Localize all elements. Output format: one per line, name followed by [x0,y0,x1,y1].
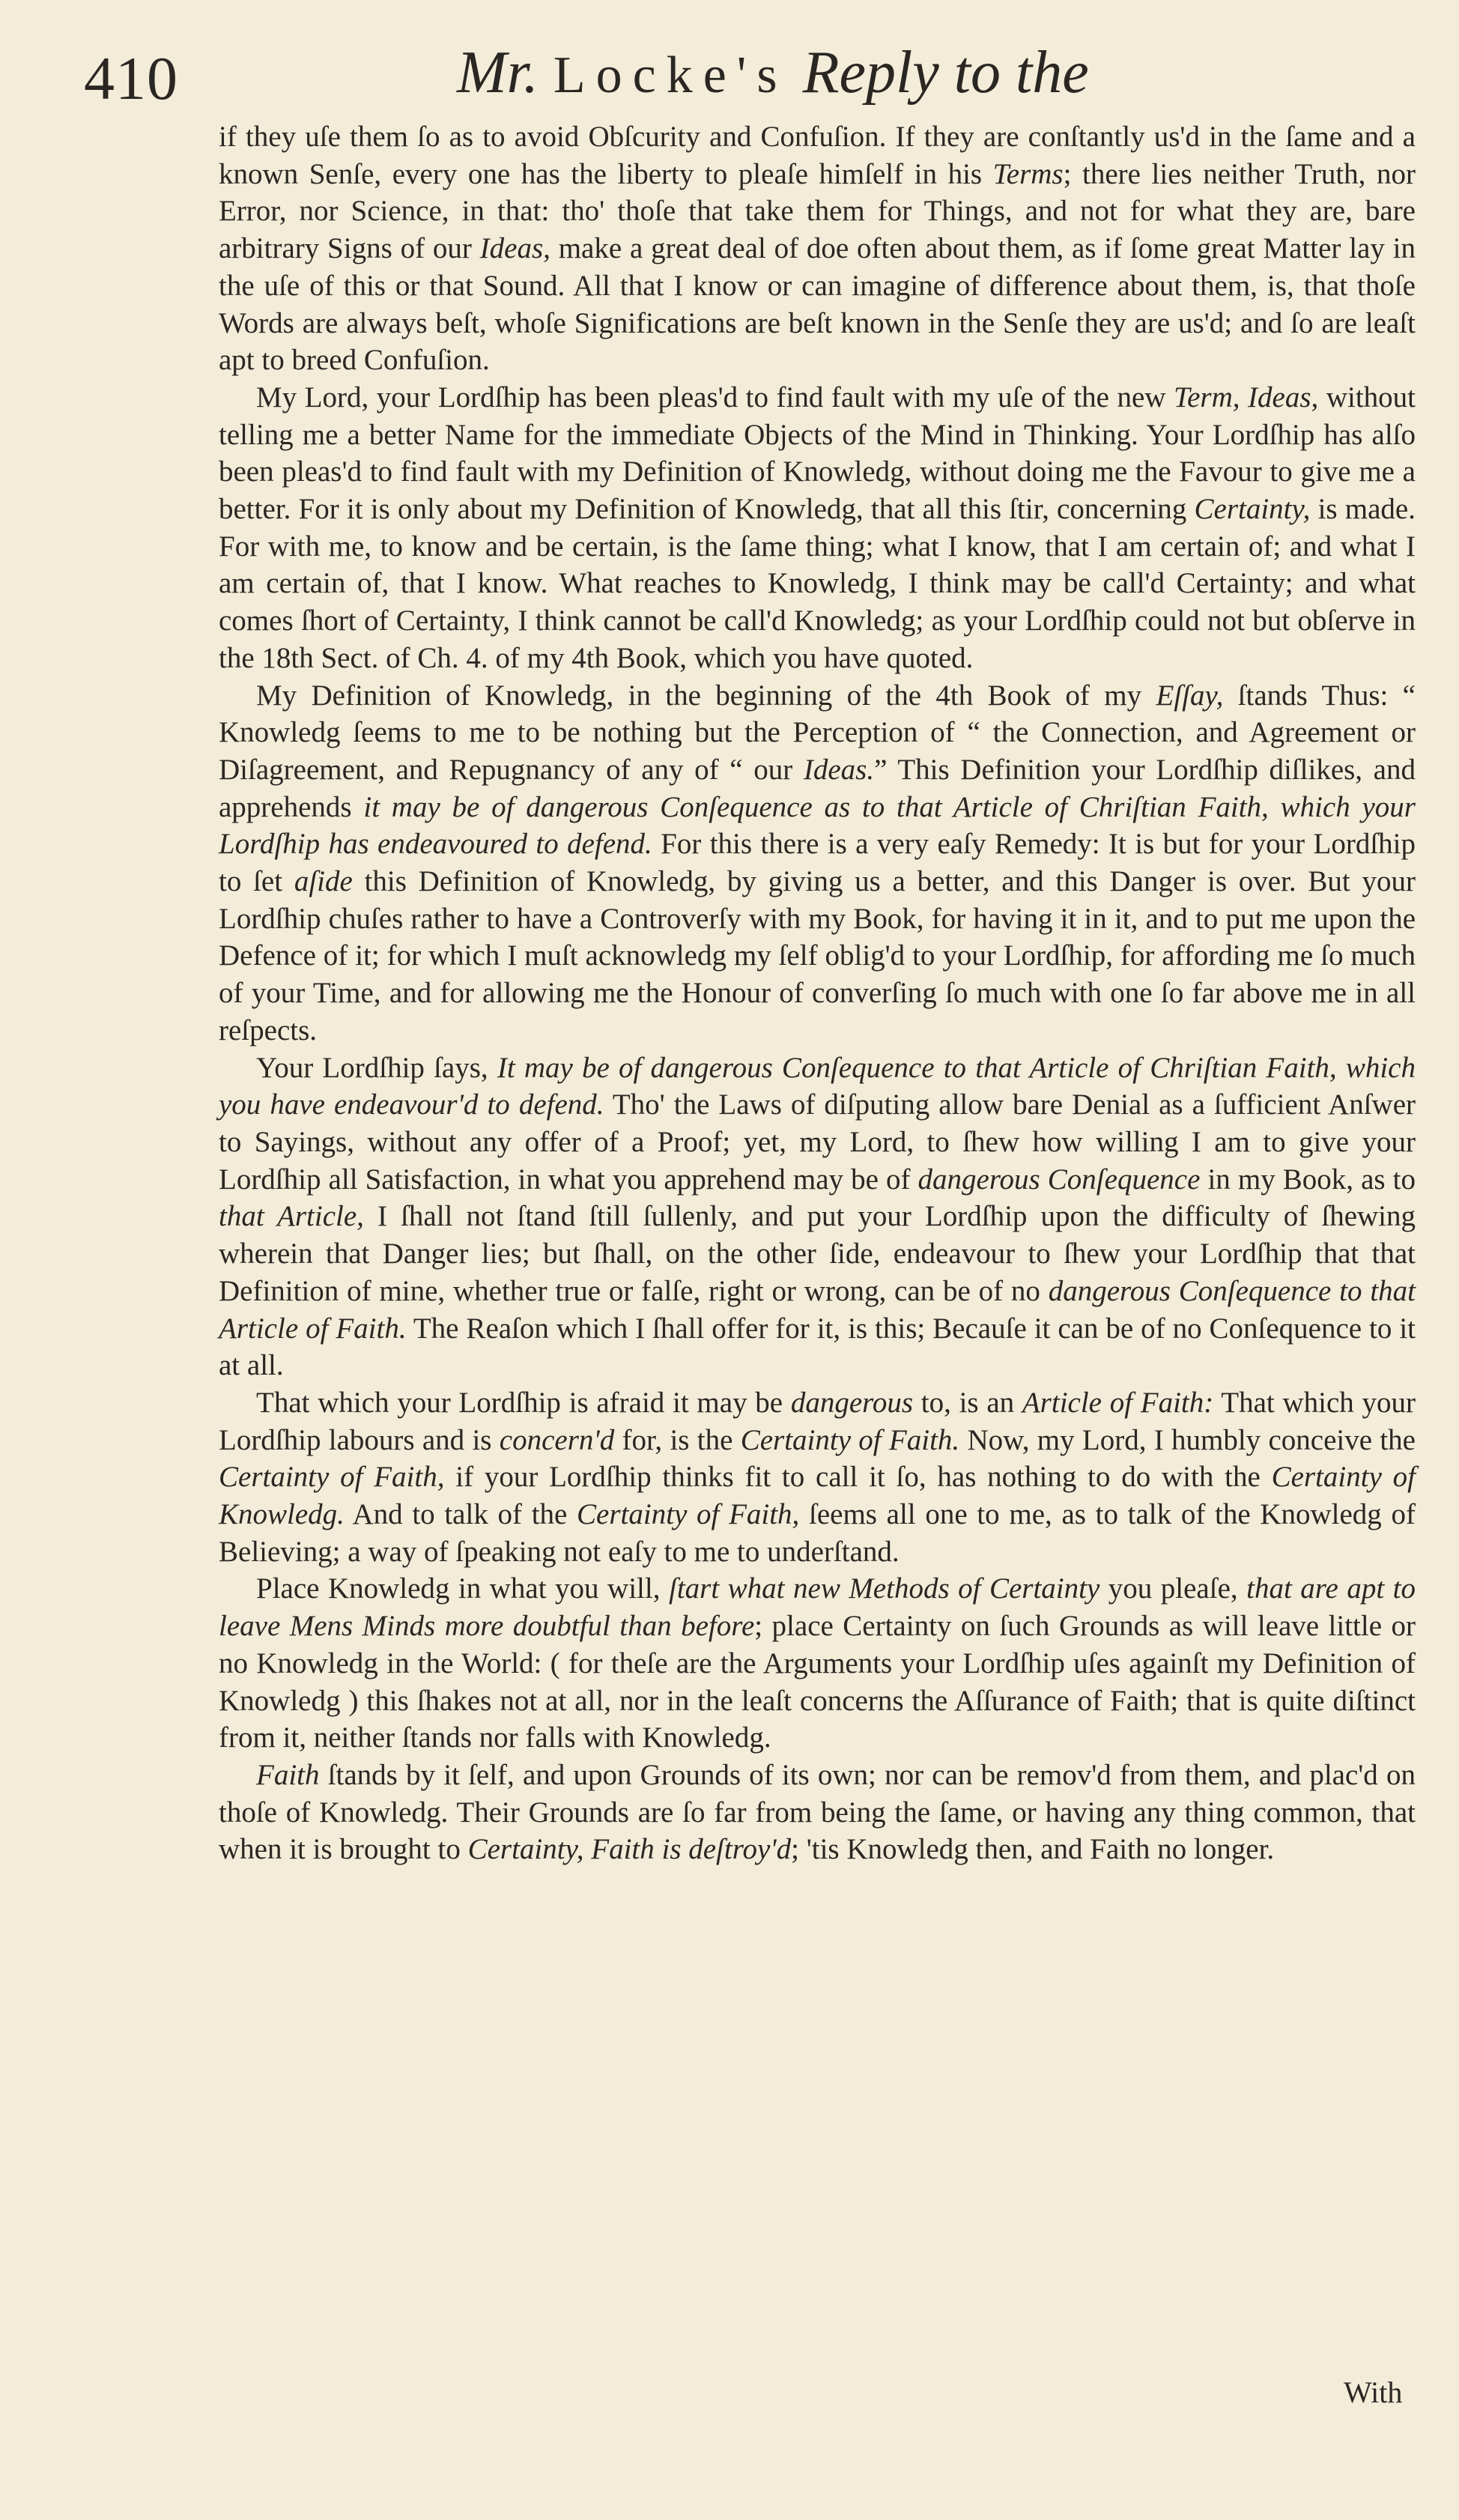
text-run: is made. For with me, to know and be certain, is the ſame thing; what I know, that I am certain of; and what I am certain of, that I know. What reaches to Knowledg, I think may be call'd Certainty; and what comes ſhort of Certainty, I think cannot be call'd Knowledg; as your Lordſhip could not but obſerve in the 18th Sect. of Ch. 4. of my 4th Book, which you have quoted. [219,493,1416,674]
italic-text: Terms [992,157,1064,190]
paragraph [219,1570,1416,1757]
text-run: That which your Lordſhip is afraid it may be [256,1386,791,1419]
text-run: Tho' the Laws of diſputing allow bare Denial as a ſufficient Anſwer to Sayings, without any offer of a Proof; yet, my Lord, to ſhew how willing I am to give your Lordſhip all Satisfaction, in what you apprehend may be of [219,1088,1416,1196]
text-run: ; 'tis Knowledg then, and Faith no longer. [791,1833,1275,1866]
text-run: I ſhall not ſtand ſtill ſullenly, and put your Lordſhip upon the difficulty of ſhewing wherein that Danger lies; but ſhall, on the other ſide, endeavour to ſhew your Lordſhip that that Definition of mine, whether true or falſe, right or wrong, can be of no [219,1200,1416,1307]
text-run: to, is an [913,1386,1022,1419]
running-head-mr: Mr. [457,40,539,106]
text-run: Place Knowledg in what you will, [256,1572,669,1605]
text-run: in my Book, as to [1200,1163,1416,1196]
text-run: That which your Lordſhip labours and is [219,1386,1416,1456]
text-run: Your Lordſhip ſays, [256,1051,497,1084]
italic-text: Certainty of Faith. [740,1423,960,1456]
text-run: if they uſe them ſo as to avoid Obſcurity and Confuſion. If they are conſtantly us'd in the ſame and a known Senſe, every one has the liberty to pleaſe himſelf in his [219,121,1416,190]
text-run: For this there is a very eaſy Remedy: It is but for your Lordſhip to ſet [219,828,1416,898]
text-run: And to talk of the [344,1498,577,1531]
italic-text: aſide [294,865,353,898]
italic-text: that Article, [219,1200,364,1233]
italic-text: Certainty, [1194,493,1311,526]
paragraph [219,379,1416,677]
text-run: ſtands by it ſelf, and upon Grounds of its own; nor can be remov'd from them, and plac'd on thoſe of Knowledg. Their Grounds are ſo far from being the ſame, or having any thing common, that when it is brought to [219,1758,1416,1866]
text-run: ſtands Thus: “ Knowledg ſeems to me to be nothing but the Perception of “ the Connection, and Agreement or Diſagreement, and Repugnancy of any of “ our [219,679,1416,786]
text-run: you pleaſe, [1099,1572,1247,1605]
text-run: Now, my Lord, I humbly conceive the [959,1423,1416,1456]
text-run: if your Lordſhip thinks fit to call it ſo, has nothing to do with the [444,1461,1272,1494]
text-run: The Reaſon which I ſhall offer for it, is this; Becauſe it can be of no Conſequence to it at all. [219,1312,1416,1382]
italic-text: Eſſay, [1156,679,1224,712]
text-run: make a great deal of doe often about them, as if ſome great Matter lay in the uſe of this or that Sound. All that I know or can imagine of difference about them, is, that thoſe Words are always beſt, whoſe Significations are beſt known in the Senſe they are us'd; and ſo are leaſt apt to breed Confuſion. [219,232,1416,377]
italic-text: dangerous Conſequence [917,1163,1201,1196]
italic-text: Article of Faith: [1022,1386,1214,1419]
text-run: this Definition of Knowledg, by giving us a better, and this Danger is over. But your Lordſhip chuſes rather to have a Controverſy with my Book, for having it in it, and to put me upon the Defence of it; for which I muſt acknowledg my ſelf oblig'd to your Lordſhip, for affording me ſo much of your Time, and for allowing me the Honour of converſing ſo much with one ſo far above me in all reſpects. [219,865,1416,1047]
text-run: My Definition of Knowledg, in the beginning of the 4th Book of my [256,679,1156,712]
italic-text: concern'd [499,1423,615,1456]
text-run: ; there lies neither Truth, nor Error, nor Science, in that: tho' thoſe that take them for Things, and not for what they are, bare arbitrary Signs of our [219,157,1416,265]
paragraph [219,1050,1416,1384]
page-number: 410 [84,44,178,112]
paragraph [219,677,1416,1050]
italic-text: Certainty of Faith, [577,1498,800,1531]
italic-text: Term, Ideas, [1174,381,1319,414]
catchword: With [1344,2375,1403,2409]
italic-text: Certainty of Faith, [219,1461,445,1494]
text-run: without telling me a better Name for the immediate Objects of the Mind in Thinking. Your Lordſhip has alſo been pleas'd to find fault with my Definition of Knowledg, without doing me the Favour to give me a better. For it is only about my Definition of Knowledg, that all this ſtir, concerning [219,381,1416,526]
italic-text: dangerous [790,1386,914,1419]
italic-text: Certainty, Faith is deſtroy'd [467,1833,792,1866]
running-head-author: Locke's [553,46,788,104]
paragraph [219,118,1416,379]
page-header [0,28,1459,118]
body-text [219,118,1416,1868]
running-head-title: Reply to the [802,40,1089,106]
paragraph [219,1757,1416,1868]
italic-text: It may be of dangerous Conſequence to that Article of Chriſtian Faith, which you have endeavour'd to defend. [219,1051,1416,1121]
italic-text: Ideas, [479,232,550,265]
italic-text: Certainty of Knowledg. [219,1461,1416,1531]
text-run: ; place Certainty on ſuch Grounds as will leave little or no Knowledg in the World: ( for theſe are the Arguments your Lordſhip uſes againſt my Definition of Knowledg ) this ſhakes not at all, nor in the leaſt concerns the Aſſurance of Faith; that is quite diſtinct from it, neither ſtands nor falls with Knowledg. [219,1610,1416,1754]
italic-text: dangerous Conſequence to that Article of Faith. [219,1274,1416,1345]
text-run: My Lord, your Lordſhip has been pleas'd to find fault with my uſe of the new [256,381,1174,414]
italic-text: ſtart what new Methods of Certainty [668,1572,1100,1605]
text-run: for, is the [614,1423,741,1456]
italic-text: that are apt to leave Mens Minds more doubtful than before [219,1572,1416,1643]
italic-text: it may be of dangerous Conſequence as to that Article of Chriſtian Faith, which your Lordſhip has endeavoured to defend. [219,790,1416,861]
italic-text: Ideas. [803,753,875,786]
paragraph [219,1384,1416,1571]
running-head [457,39,1089,107]
text-run: ſeems all one to me, as to talk of the Knowledg of Believing; a way of ſpeaking not eaſy to me to underſtand. [219,1498,1416,1568]
italic-text: Faith [256,1758,320,1791]
text-run: ” This Definition your Lordſhip diſlikes, and apprehends [219,753,1416,823]
